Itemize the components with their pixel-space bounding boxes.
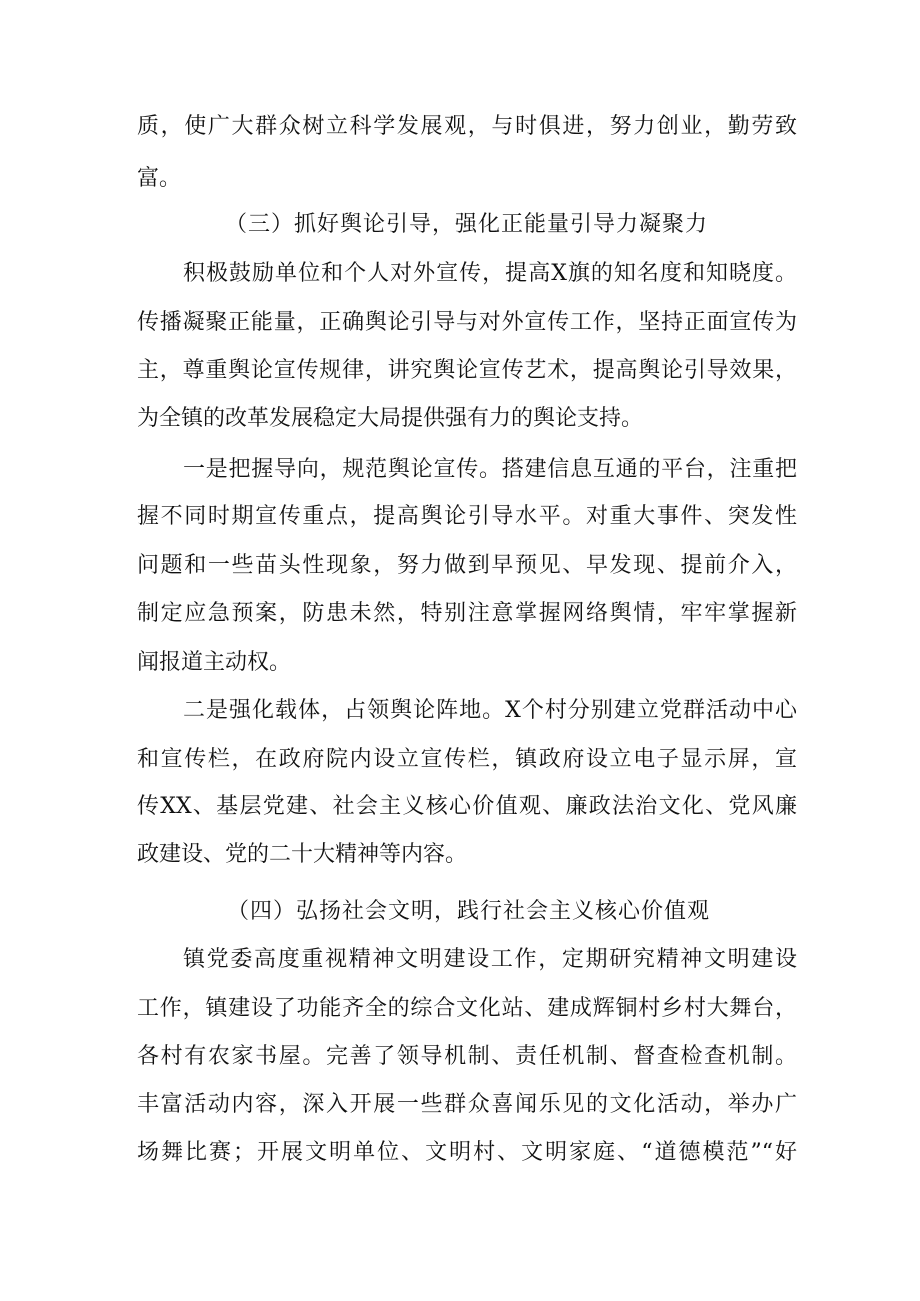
paragraph-line: 闻报道主动权。 (137, 650, 292, 675)
section-heading-4: （四）弘扬社会文明，践行社会主义核心价值观 (227, 899, 711, 924)
paragraph-line: 制定应急预案，防患未然，特别注意掌握网络舆情，牢牢掌握新 (137, 601, 797, 626)
paragraph-line: 质，使广大群众树立科学发展观，与时俱进，努力创业，勤劳致 (137, 114, 797, 139)
paragraph-line: 各村有农家书屋。完善了领导机制、责任机制、督查检查机制。 (137, 1044, 797, 1069)
section-heading-3: （三）抓好舆论引导，强化正能量引导力凝聚力 (225, 212, 709, 237)
paragraph-line: 丰富活动内容，深入开展一些群众喜闻乐见的文化活动，举办广 (137, 1092, 797, 1117)
paragraph-line: 富。 (137, 166, 182, 191)
paragraph-line: 工作，镇建设了功能齐全的综合文化站、建成辉铜村乡村大舞台， (137, 996, 797, 1021)
paragraph-line: 二是强化载体，占领舆论阵地。X个村分别建立党群活动中心 (183, 698, 797, 723)
paragraph-line: 和宣传栏，在政府院内设立宣传栏，镇政府设立电子显示屏，宣 (137, 747, 797, 772)
paragraph-line: 场舞比赛；开展文明单位、文明村、文明家庭、“道德模范”“好 (137, 1140, 797, 1165)
paragraph-line: 传XX、基层党建、社会主义核心价值观、廉政法治文化、党风廉 (137, 794, 797, 819)
paragraph-line: 一是把握导向，规范舆论宣传。搭建信息互通的平台，注重把 (183, 457, 797, 482)
paragraph-line: 问题和一些苗头性现象，努力做到早预见、早发现、提前介入， (137, 553, 797, 578)
paragraph-line: 握不同时期宣传重点，提高舆论引导水平。对重大事件、突发性 (137, 504, 797, 529)
paragraph-line: 为全镇的改革发展稳定大局提供强有力的舆论支持。 (137, 406, 644, 431)
paragraph-line: 积极鼓励单位和个人对外宣传，提高X旗的知名度和知晓度。 (183, 261, 797, 286)
paragraph-line: 主，尊重舆论宣传规律，讲究舆论宣传艺术，提高舆论引导效果， (137, 358, 797, 383)
paragraph-line: 政建设、党的二十大精神等内容。 (137, 842, 468, 867)
paragraph-line: 镇党委高度重视精神文明建设工作，定期研究精神文明建设 (183, 947, 797, 972)
paragraph-line: 传播凝聚正能量，正确舆论引导与对外宣传工作，坚持正面宣传为 (137, 310, 797, 335)
